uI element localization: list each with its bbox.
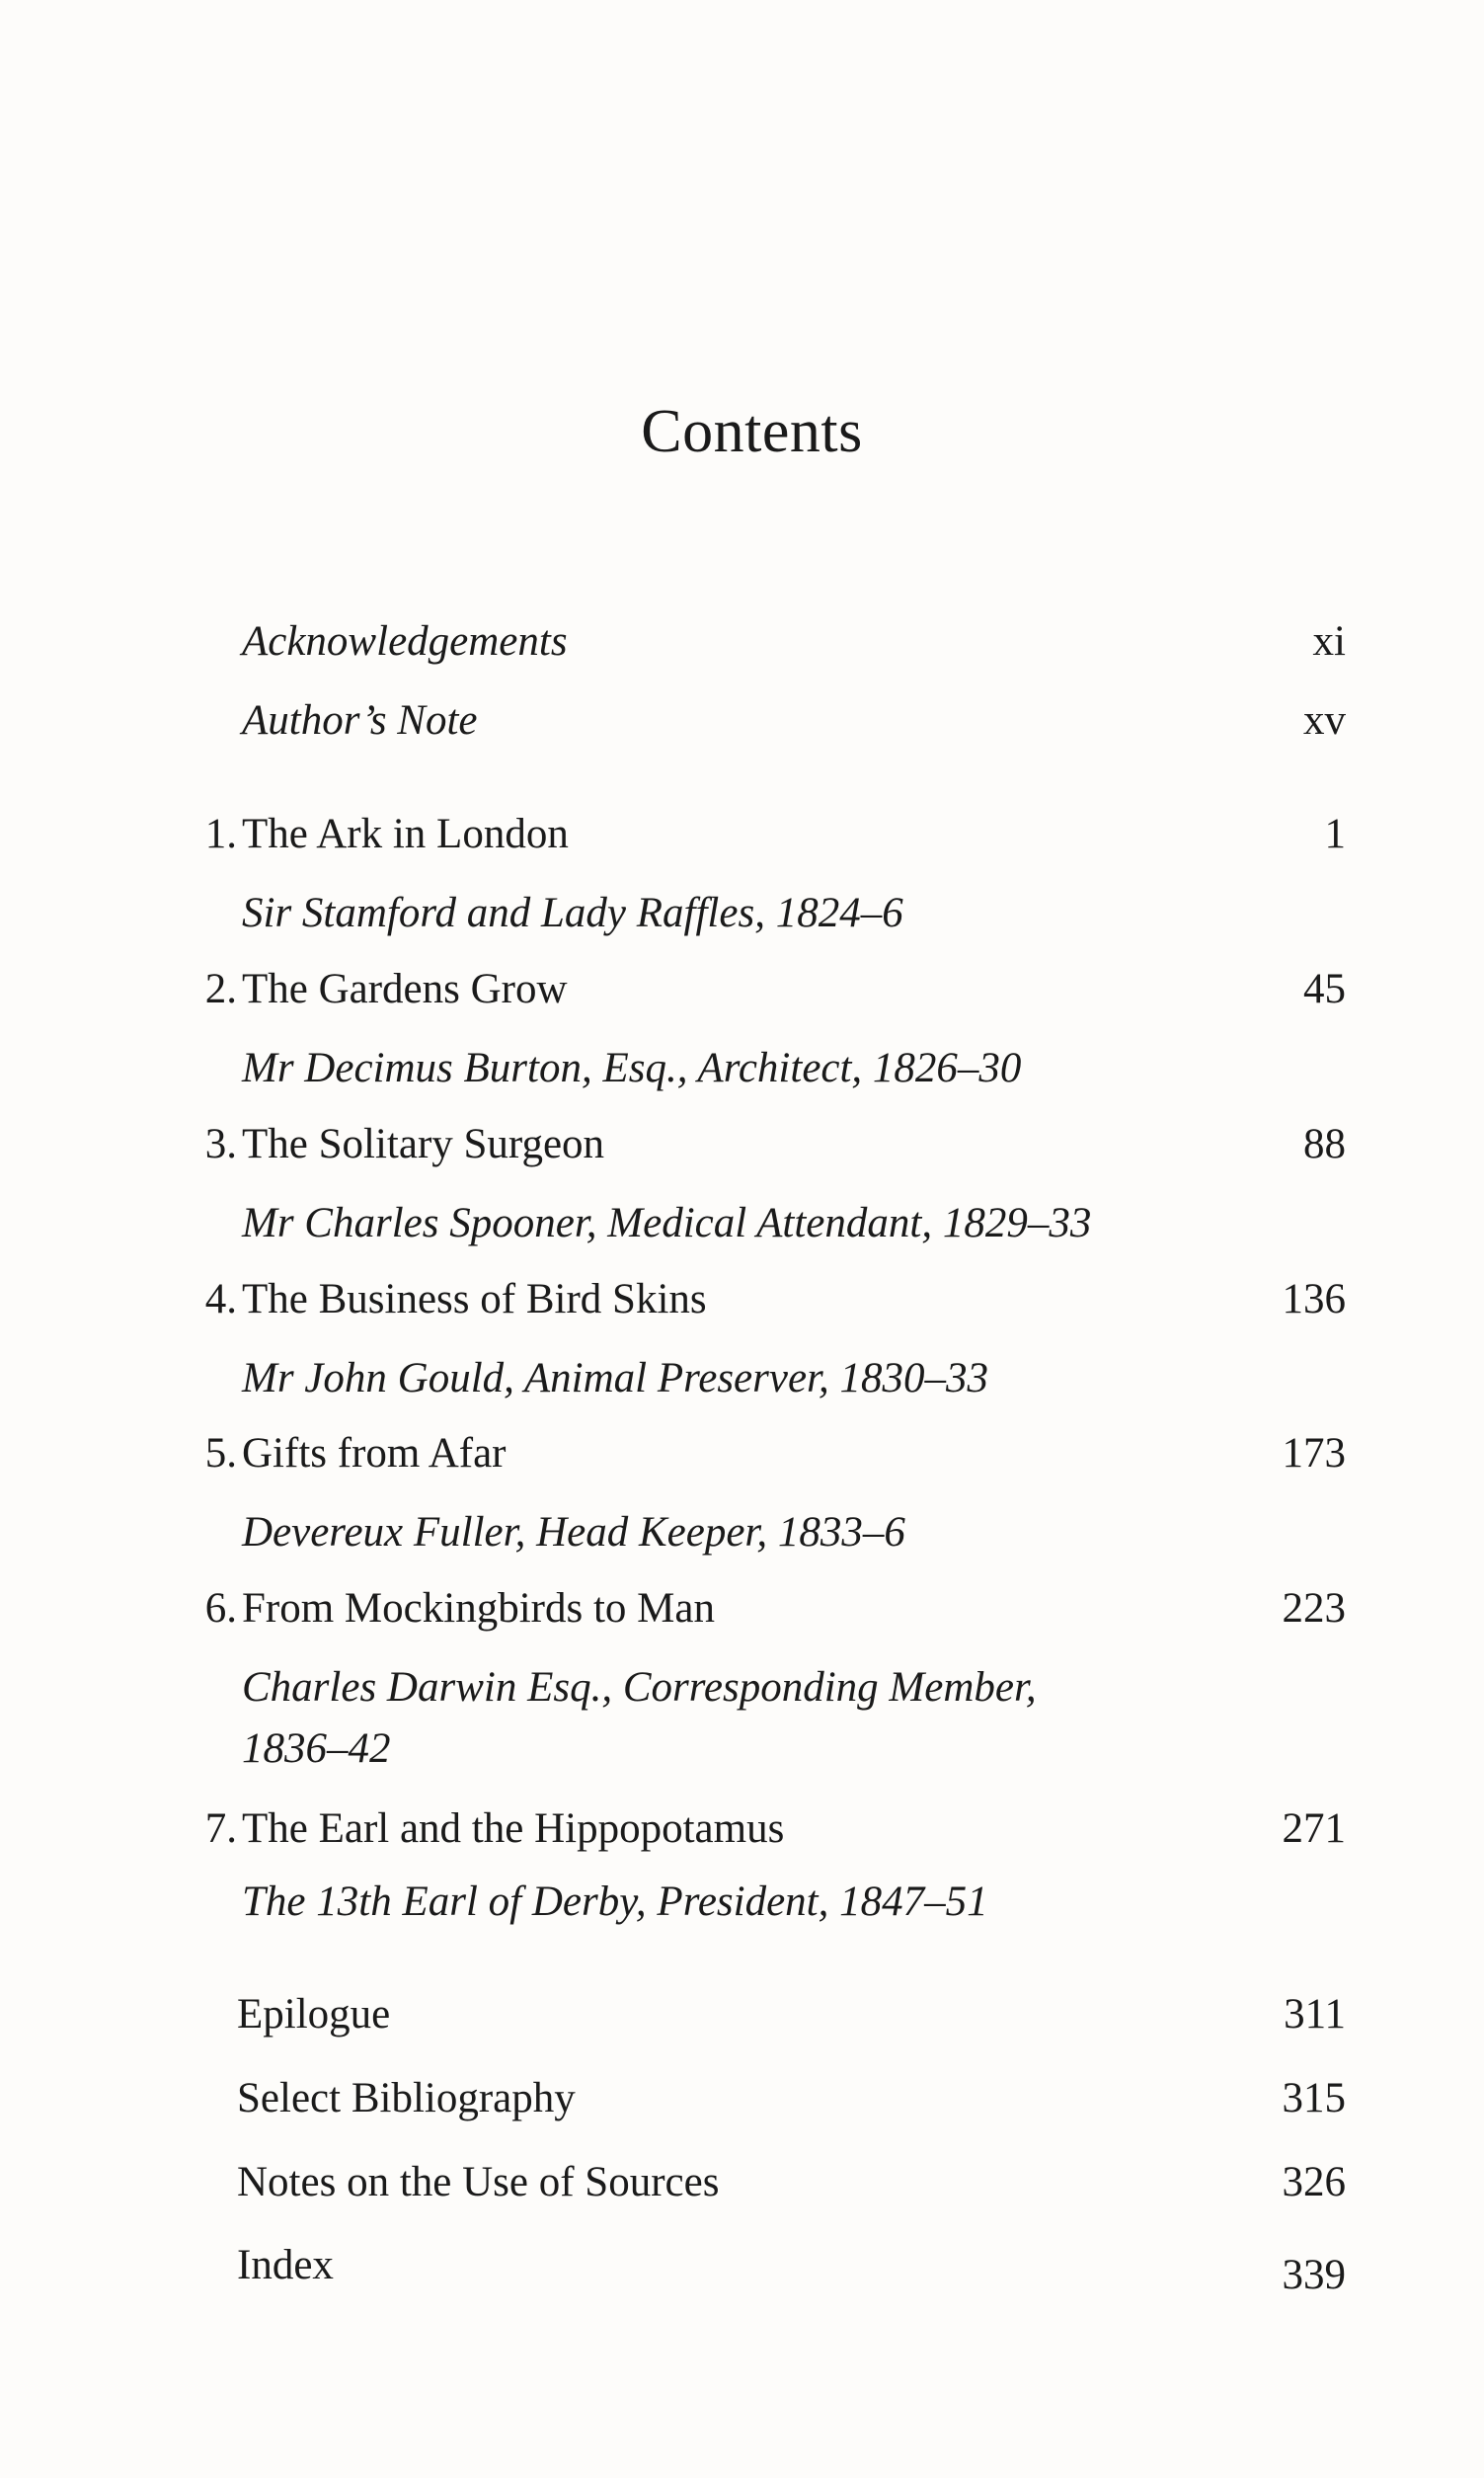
toc-entry-page: 315 [1282,2075,1346,2121]
page-title: Contents [641,397,863,465]
chapter-subtitle: Mr Decimus Burton, Esq., Architect, 1826–30 [242,1045,1022,1091]
toc-entry-page: xv [1303,697,1346,744]
chapter-subtitle: Devereux Fuller, Head Keeper, 1833–6 [242,1509,905,1556]
chapter-number: 5. [204,1430,237,1477]
chapter-page: 173 [1282,1430,1346,1477]
chapter-page: 1 [1324,811,1346,857]
chapter-page: 88 [1303,1121,1346,1167]
chapter-page: 223 [1282,1585,1346,1632]
chapter-title: The Earl and the Hippopotamus [242,1805,785,1852]
chapter-subtitle: Mr John Gould, Animal Preserver, 1830–33 [242,1355,989,1401]
toc-entry-label: Notes on the Use of Sources [237,2159,720,2205]
chapter-subtitle-continued: 1836–42 [242,1725,391,1772]
toc-entry-page: 326 [1282,2159,1346,2205]
toc-entry-label: Acknowledgements [242,618,568,665]
chapter-subtitle: Charles Darwin Esq., Corresponding Member, [242,1664,1037,1711]
toc-entry-label: Epilogue [237,1991,391,2038]
chapter-page: 136 [1282,1276,1346,1322]
toc-entry-page: 339 [1282,2252,1346,2298]
toc-entry-label: Index [237,2242,334,2288]
chapter-number: 2. [204,966,237,1012]
chapter-title: From Mockingbirds to Man [242,1585,715,1632]
chapter-title: The Ark in London [242,811,569,857]
toc-entry-page: xi [1312,618,1346,665]
chapter-number: 6. [204,1585,237,1632]
chapter-number: 3. [204,1121,237,1167]
chapter-title: The Gardens Grow [242,966,568,1012]
chapter-page: 45 [1303,966,1346,1012]
toc-entry-page: 311 [1284,1991,1346,2038]
toc-entry-label: Author’s Note [242,697,478,744]
chapter-subtitle: The 13th Earl of Derby, President, 1847–51 [242,1878,988,1925]
toc-entry-label: Select Bibliography [237,2075,576,2121]
chapter-number: 7. [204,1805,237,1852]
chapter-page: 271 [1282,1805,1346,1852]
chapter-subtitle: Mr Charles Spooner, Medical Attendant, 1829–33 [242,1200,1092,1246]
chapter-title: Gifts from Afar [242,1430,507,1477]
chapter-number: 4. [204,1276,237,1322]
chapter-title: The Solitary Surgeon [242,1121,605,1167]
chapter-number: 1. [204,811,237,857]
chapter-title: The Business of Bird Skins [242,1276,707,1322]
chapter-subtitle: Sir Stamford and Lady Raffles, 1824–6 [242,890,903,936]
